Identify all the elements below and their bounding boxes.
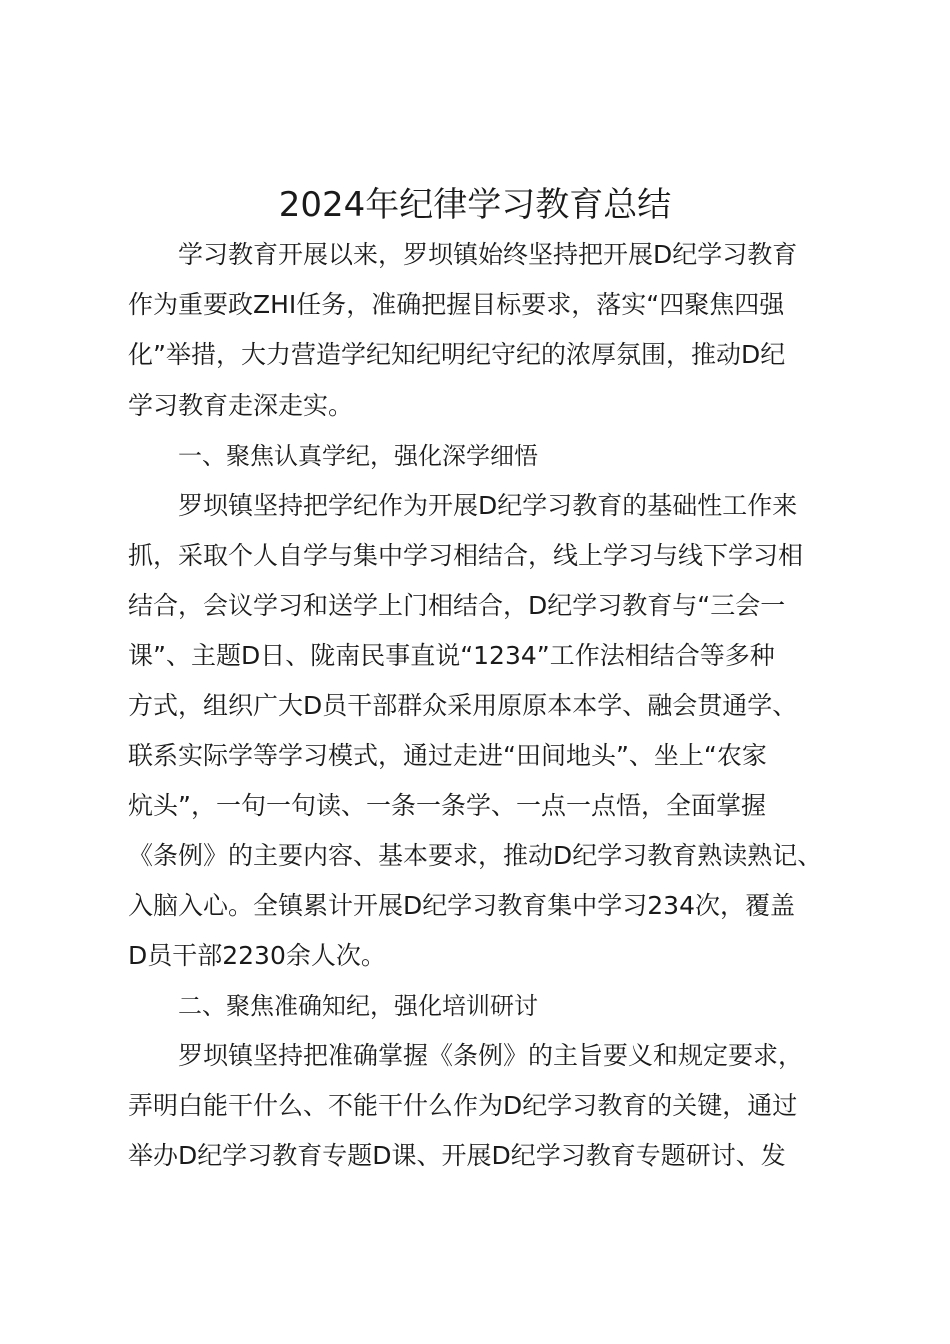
paragraph-line: 化”举措，大力营造学纪知纪明纪守纪的浓厚氛围，推动D纪: [128, 340, 786, 369]
paragraph-line: 方式，组织广大D员干部群众采用原原本本学、融会贯通学、: [128, 691, 798, 720]
paragraph-line: 抓，采取个人自学与集中学习相结合，线上学习与线下学习相: [128, 541, 804, 570]
paragraph-line: 举办D纪学习教育专题D课、开展D纪学习教育专题研讨、发: [128, 1141, 786, 1170]
paragraph-line: 学习教育开展以来，罗坝镇始终坚持把开展D纪学习教育: [178, 240, 798, 269]
paragraph-line: 弄明白能干什么、不能干什么作为D纪学习教育的关键，通过: [128, 1091, 798, 1120]
paragraph-line: 炕头”，一句一句读、一条一条学、一点一点悟，全面掌握: [128, 791, 766, 820]
section-heading: 二、聚焦准确知纪，强化培训研讨: [178, 992, 538, 1020]
paragraph-line: 学习教育走深走实。: [128, 391, 354, 420]
paragraph-line: 联系实际学等学习模式，通过走进“田间地头”、坐上“农家: [128, 741, 767, 770]
paragraph-line: 作为重要政ZHI任务，准确把握目标要求，落实“四聚焦四强: [128, 290, 785, 319]
paragraph-line: 罗坝镇坚持把准确掌握《条例》的主旨要义和规定要求，: [178, 1041, 804, 1070]
paragraph-line: 《条例》的主要内容、基本要求，推动D纪学习教育熟读熟记、: [128, 841, 823, 870]
section-heading: 一、聚焦认真学纪，强化深学细悟: [178, 442, 538, 470]
paragraph-line: 结合，会议学习和送学上门相结合，D纪学习教育与“三会一: [128, 591, 786, 620]
paragraph-line: 入脑入心。全镇累计开展D纪学习教育集中学习234次，覆盖: [128, 891, 795, 920]
paragraph-line: 课”、主题D日、陇南民事直说“1234”工作法相结合等多种: [128, 641, 775, 670]
paragraph-line: D员干部2230余人次。: [128, 941, 386, 970]
paragraph-line: 罗坝镇坚持把学纪作为开展D纪学习教育的基础性工作来: [178, 491, 798, 520]
document-title: 2024年纪律学习教育总结: [278, 185, 672, 225]
